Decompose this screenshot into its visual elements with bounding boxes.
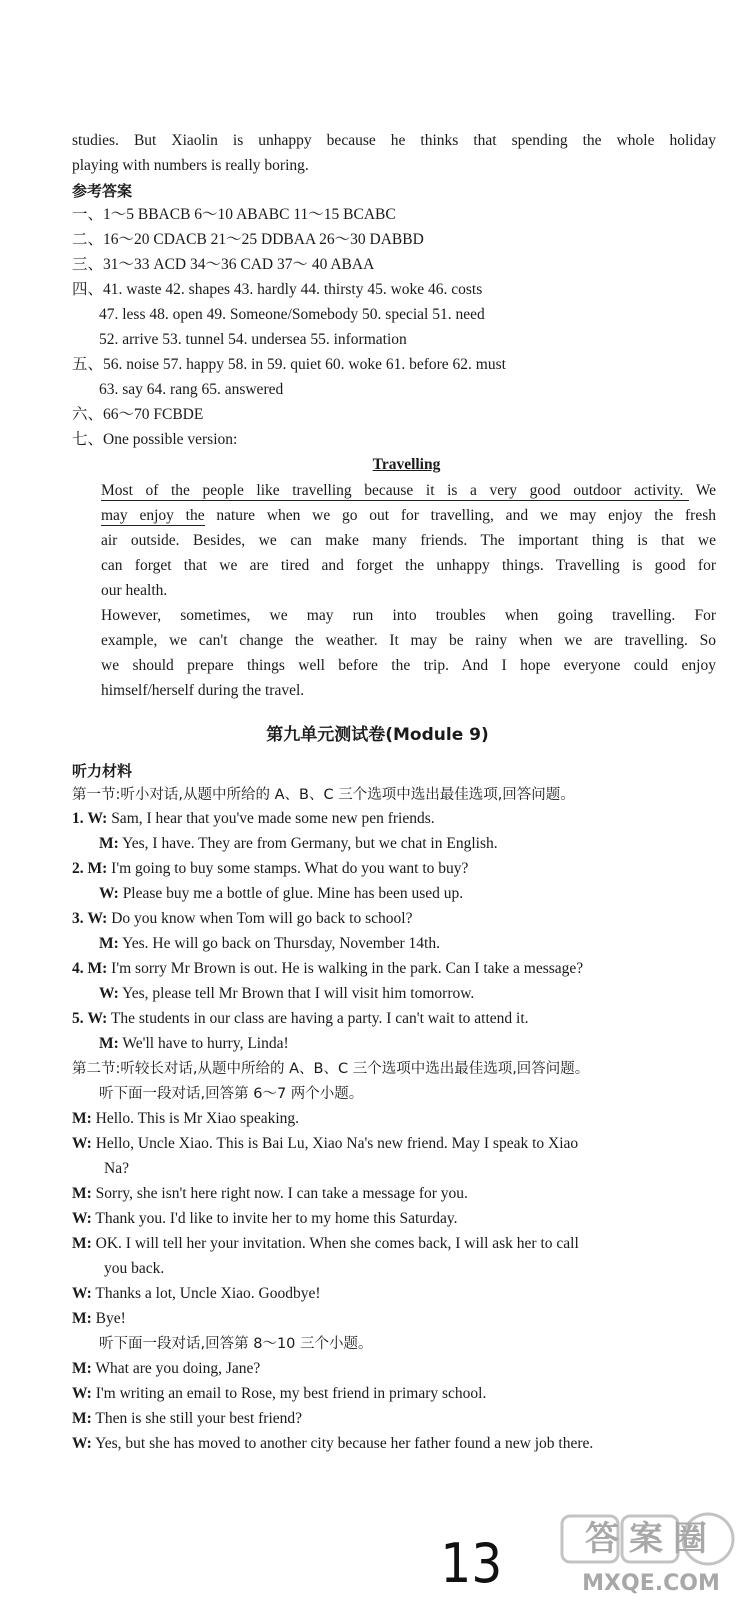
dialog-line: 5. W: The students in our class are having a party. I can't wait to attend it.	[72, 1010, 529, 1027]
essay-line: Most of the people like travelling because it is a very good outdoor activity. We	[101, 482, 716, 499]
answer-line: 三、31～33 ACD 34～36 CAD 37～ 40 ABAA	[72, 256, 375, 273]
dialog-line: 2. M: I'm going to buy some stamps. What do you want to buy?	[72, 860, 469, 877]
dialog-line: W: Thanks a lot, Uncle Xiao. Goodbye!	[72, 1285, 321, 1302]
dialog-line: W: Thank you. I'd like to invite her to my home this Saturday.	[72, 1210, 458, 1227]
dialog-line: W: Yes, please tell Mr Brown that I will visit him tomorrow.	[99, 985, 475, 1002]
dialog-line: M: Sorry, she isn't here right now. I can take a message for you.	[72, 1185, 468, 1202]
dialog-line-cont: Na?	[104, 1160, 129, 1177]
watermark-logo	[556, 1510, 746, 1595]
dialog-line: 4. M: I'm sorry Mr Brown is out. He is walking in the park. Can I take a message?	[72, 960, 584, 977]
watermark-bottom-text: MXQE.COM	[582, 1571, 720, 1595]
answer-line: 二、16～20 CDACB 21～25 DDBAA 26～30 DABBD	[72, 231, 424, 248]
section-instruction: 第二节:听较长对话,从题中所给的 A、B、C 三个选项中选出最佳选项,回答问题。	[72, 1061, 590, 1077]
essay-line: we should prepare things well before the trip. And I hope everyone could enjoy	[101, 657, 716, 674]
dialog-line: M: What are you doing, Jane?	[72, 1360, 261, 1377]
essay-line: can forget that we are tired and forget the unhappy things. Travelling is good for	[101, 557, 716, 574]
dialog-line: M: Yes. He will go back on Thursday, November 14th.	[99, 935, 440, 952]
essay-line: example, we can't change the weather. It may be rainy when we are travelling. So	[101, 632, 716, 649]
dialog-instruction: 听下面一段对话,回答第 8～10 三个小题。	[99, 1336, 373, 1352]
answer-line: 六、66～70 FCBDE	[72, 406, 204, 423]
dialog-line: M: OK. I will tell her your invitation. When she comes back, I will ask her to call	[72, 1235, 579, 1252]
answer-line: 一、1～5 BBACB 6～10 ABABC 11～15 BCABC	[72, 206, 396, 223]
dialog-line: 3. W: Do you know when Tom will go back to school?	[72, 910, 413, 927]
page-number: 13	[440, 1532, 503, 1595]
paragraph-line: studies. But Xiaolin is unhappy because he thinks that spending the whole holiday	[72, 132, 716, 149]
essay-line: may enjoy the nature when we go out for travelling, and we may enjoy the fresh	[101, 507, 716, 524]
answer-line: 63. say 64. rang 65. answered	[99, 381, 284, 398]
dialog-line: W: Yes, but she has moved to another city because her father found a new job there.	[72, 1435, 594, 1452]
dialog-line: W: Please buy me a bottle of glue. Mine has been used up.	[99, 885, 464, 902]
answers-heading: 参考答案	[72, 182, 133, 200]
essay-line: air outside. Besides, we can make many friends. The important thing is that we	[101, 532, 716, 549]
essay-line: However, sometimes, we may run into troubles when going travelling. For	[101, 607, 716, 624]
listening-heading: 听力材料	[72, 762, 133, 780]
dialog-line: M: Yes, I have. They are from Germany, but we chat in English.	[99, 835, 498, 852]
section-instruction: 第一节:听小对话,从题中所给的 A、B、C 三个选项中选出最佳选项,回答问题。	[72, 787, 575, 803]
dialog-line-cont: you back.	[104, 1260, 165, 1277]
dialog-instruction: 听下面一段对话,回答第 6～7 两个小题。	[99, 1086, 364, 1102]
answer-line: 七、One possible version:	[72, 431, 238, 448]
dialog-line: M: Hello. This is Mr Xiao speaking.	[72, 1110, 300, 1127]
dialog-line: W: Hello, Uncle Xiao. This is Bai Lu, Xiao Na's new friend. May I speak to Xiao	[72, 1135, 579, 1152]
essay-line: our health.	[101, 582, 168, 599]
dialog-line: M: Bye!	[72, 1310, 126, 1327]
dialog-line: 1. W: Sam, I hear that you've made some new pen friends.	[72, 810, 435, 827]
watermark-top-text: 答案圈	[585, 1519, 717, 1559]
essay-title: Travelling	[372, 456, 441, 473]
essay-line: himself/herself during the travel.	[101, 682, 305, 699]
unit-title: 第九单元测试卷(Module 9)	[266, 725, 489, 745]
answer-line: 47. less 48. open 49. Someone/Somebody 50. special 51. need	[99, 306, 485, 323]
dialog-line: M: We'll have to hurry, Linda!	[99, 1035, 289, 1052]
answer-line: 52. arrive 53. tunnel 54. undersea 55. information	[99, 331, 407, 348]
answer-line: 五、56. noise 57. happy 58. in 59. quiet 60. woke 61. before 62. must	[72, 356, 506, 373]
dialog-line: M: Then is she still your best friend?	[72, 1410, 303, 1427]
underline-mark	[101, 499, 689, 501]
answer-line: 四、41. waste 42. shapes 43. hardly 44. thirsty 45. woke 46. costs	[72, 281, 483, 298]
paragraph-line: playing with numbers is really boring.	[72, 157, 309, 174]
dialog-line: W: I'm writing an email to Rose, my best friend in primary school.	[72, 1385, 487, 1402]
underline-mark	[101, 524, 205, 526]
